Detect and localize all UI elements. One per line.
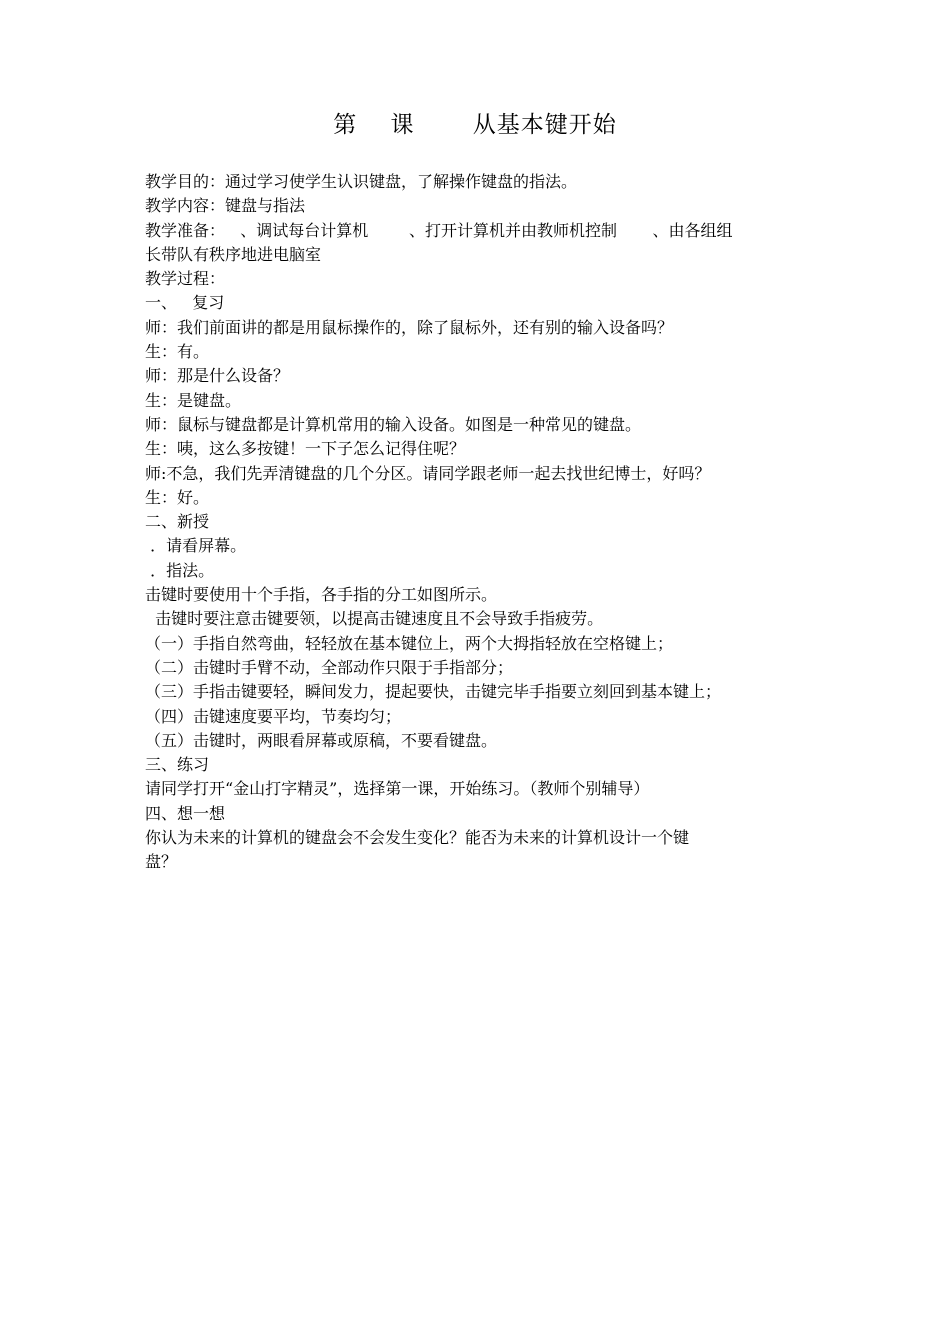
dialogue-line: 生：是键盘。 (145, 390, 242, 410)
text-line: 击键时要注意击键要领，以提高击键速度且不会导致手指疲劳。 (145, 609, 604, 629)
text-line: 你认为未来的计算机的键盘会不会发生变化？能否为未来的计算机设计一个键 (145, 828, 690, 848)
text-line: 击键时要使用十个手指，各手指的分工如图所示。 (145, 585, 498, 605)
text-line-objective: 教学目的：通过学习使学生认识键盘，了解操作键盘的指法。 (145, 172, 578, 191)
rule-item: （四）击键速度要平均，节奏均匀； (145, 706, 402, 726)
section-heading-review: 一、 复习 (145, 293, 225, 313)
section-heading-practice: 三、练习 (145, 755, 210, 775)
section-heading-new-lesson: 二、新授 (145, 512, 210, 532)
dialogue-line: 生：有。 (145, 342, 210, 362)
text-line: 盘？ (145, 852, 178, 872)
dialogue-line: 生：咦，这么多按键！一下子怎么记得住呢？ (145, 439, 466, 459)
text-line-process-heading: 教学过程： (145, 269, 226, 289)
dialogue-line: 师:不急，我们先弄清键盘的几个分区。请同学跟老师一起去找世纪博士，好吗？ (145, 463, 711, 483)
dialogue-line: 师：那是什么设备？ (145, 366, 290, 386)
text-line-content: 教学内容：键盘与指法 (145, 196, 306, 216)
dialogue-line: 师：我们前面讲的都是用鼠标操作的，除了鼠标外，还有别的输入设备吗？ (145, 317, 674, 337)
rule-item: （五）击键时，两眼看屏幕或原稿，不要看键盘。 (145, 730, 498, 750)
rule-item: （一）手指自然弯曲，轻轻放在基本键位上，两个大拇指轻放在空格键上； (145, 633, 674, 653)
dialogue-line: 生：好。 (145, 487, 210, 507)
list-item: ．指法。 (145, 560, 215, 580)
text-line-preparation-cont: 长带队有秩序地进电脑室 (145, 244, 322, 264)
section-heading-think: 四、想一想 (145, 803, 226, 823)
text-line-preparation: 教学准备： 、调试每台计算机 、打开计算机并由教师机控制 、由各组组 (145, 220, 733, 240)
lesson-title: 第 课 从基本键开始 (333, 112, 617, 138)
dialogue-line: 师：鼠标与键盘都是计算机常用的输入设备。如图是一种常见的键盘。 (145, 414, 642, 434)
text-line: 请同学打开“金山打字精灵”，选择第一课，开始练习。（教师个别辅导） (145, 779, 650, 799)
rule-item: （二）击键时手臂不动，全部动作只限于手指部分； (145, 657, 514, 677)
rule-item: （三）手指击键要轻，瞬间发力，提起要快，击键完毕手指要立刻回到基本键上； (145, 682, 722, 702)
lesson-body (145, 170, 810, 875)
list-item: ．请看屏幕。 (145, 536, 247, 556)
